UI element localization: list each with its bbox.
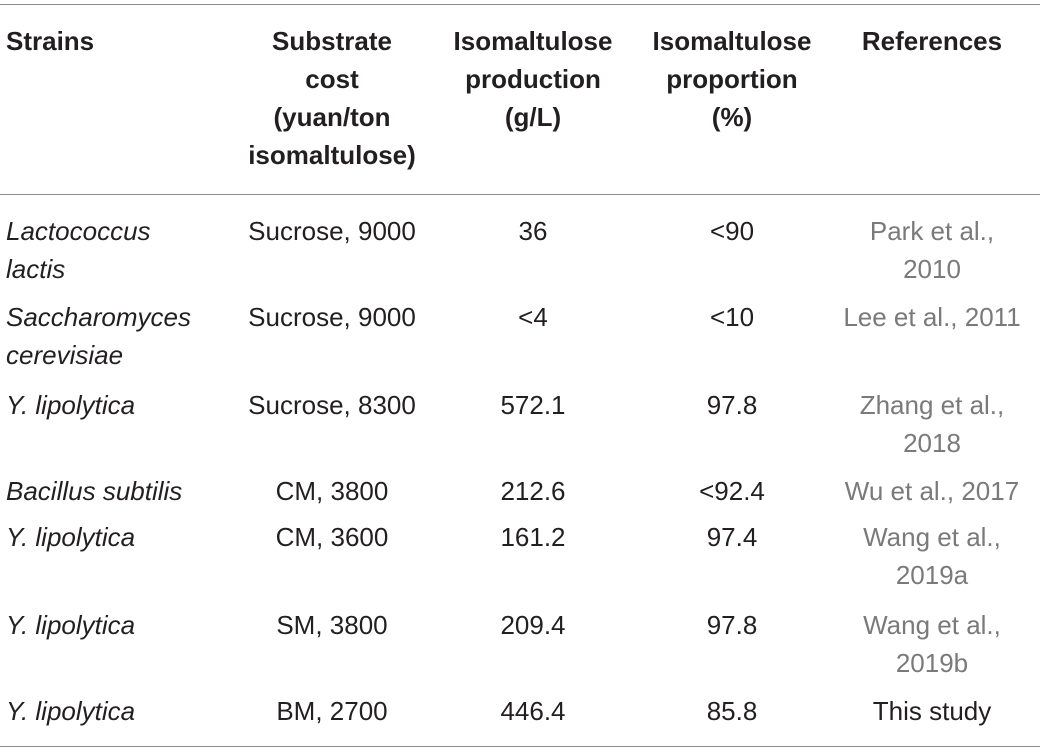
table-row-4-cost: CM, 3800 [275, 476, 389, 506]
table-top-rule [0, 4, 1040, 5]
table-row-5-reference: Wang et al., 2019a [863, 522, 1001, 590]
table-row-6-cost: SM, 3800 [276, 610, 388, 640]
table-row-6-production: 209.4 [500, 610, 566, 640]
table-row-4-reference: Wu et al., 2017 [844, 476, 1020, 506]
table-row-1-strain: Lactococcus lactis [6, 216, 151, 284]
table-row-3-strain: Y. lipolytica [6, 390, 136, 420]
table-row-2-proportion: <10 [709, 302, 755, 332]
table-row-7-cost: BM, 2700 [276, 696, 388, 726]
table-row-1-proportion: <90 [709, 216, 755, 246]
table-row-2-strain: Saccharomyces cerevisiae [6, 302, 191, 370]
table-bottom-rule [0, 746, 1040, 747]
header-substrate-cost: Substrate cost (yuan/ton isomaltulose) [248, 26, 416, 170]
table-row-3-proportion: 97.8 [706, 390, 758, 420]
header-proportion: Isomaltulose proportion (%) [652, 26, 812, 132]
table-row-7-reference: This study [872, 696, 992, 726]
table-row-3-production: 572.1 [500, 390, 566, 420]
table-row-6-reference: Wang et al., 2019b [863, 610, 1001, 678]
table-row-7-proportion: 85.8 [706, 696, 758, 726]
table-row-2-production: <4 [518, 302, 548, 332]
table-row-7-production: 446.4 [500, 696, 566, 726]
table-header-rule [0, 194, 1040, 195]
table-row-3-reference: Zhang et al., 2018 [859, 390, 1005, 458]
table-row-5-proportion: 97.4 [706, 522, 758, 552]
table-row-1-reference: Park et al., 2010 [869, 216, 995, 284]
header-references: References [861, 26, 1003, 56]
table-row-3-cost: Sucrose, 8300 [248, 390, 416, 420]
table-row-2-reference: Lee et al., 2011 [843, 302, 1021, 332]
table-row-4-proportion: <92.4 [699, 476, 765, 506]
table-row-2-cost: Sucrose, 9000 [248, 302, 416, 332]
table-row-5-cost: CM, 3600 [275, 522, 389, 552]
table-row-4-production: 212.6 [500, 476, 566, 506]
header-strains: Strains [6, 26, 95, 56]
table-row-7-strain: Y. lipolytica [6, 696, 136, 726]
table-row-5-production: 161.2 [500, 522, 566, 552]
header-production: Isomaltulose production (g/L) [453, 26, 613, 132]
table-row-5-strain: Y. lipolytica [6, 522, 136, 552]
table-row-1-production: 36 [518, 216, 548, 246]
table-row-4-strain: Bacillus subtilis [6, 476, 183, 506]
table-row-6-proportion: 97.8 [706, 610, 758, 640]
table-row-1-cost: Sucrose, 9000 [248, 216, 416, 246]
table-row-6-strain: Y. lipolytica [6, 610, 136, 640]
